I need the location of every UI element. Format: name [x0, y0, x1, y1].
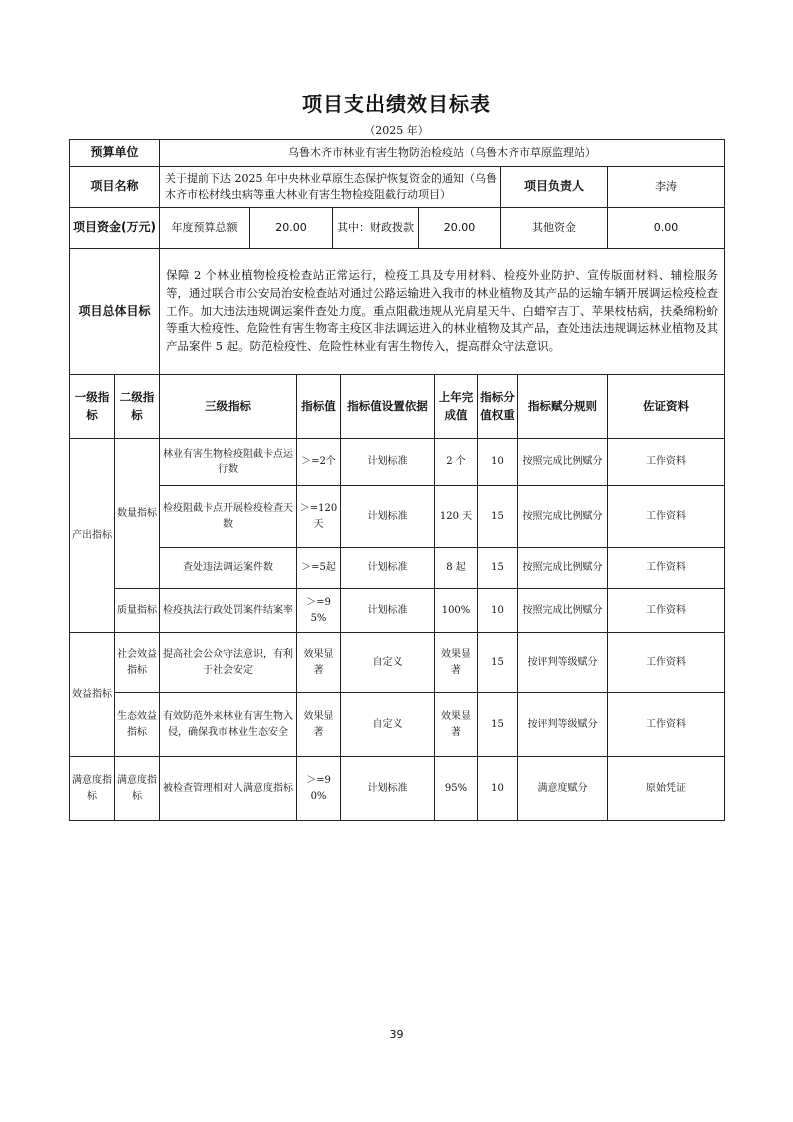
goal-label: 项目总体目标 [70, 249, 160, 375]
cell-evidence: 工作资料 [608, 486, 725, 548]
cell-weight: 15 [478, 693, 518, 757]
cell-evidence: 工作资料 [608, 589, 725, 633]
fiscal-label: 其中：财政拨款 [333, 208, 419, 249]
cell-value: ＞=120天 [297, 486, 341, 548]
year-label: （2025 年） [364, 124, 429, 137]
budget-unit-label: 预算单位 [70, 140, 160, 167]
cell-last: 效果显著 [435, 693, 478, 757]
cell-rule: 按照完成比例赋分 [518, 439, 608, 486]
cell-weight: 10 [478, 757, 518, 821]
header-row [70, 375, 725, 439]
other-label: 其他资金 [501, 208, 608, 249]
project-name-label: 项目名称 [70, 167, 160, 208]
header-last: 上年完成值 [435, 375, 478, 439]
cell-basis: 计划标准 [341, 439, 435, 486]
cell-rule: 按照完成比例赋分 [518, 589, 608, 633]
indicator-table [69, 374, 725, 821]
cell-last: 效果显著 [435, 633, 478, 693]
group-social: 社会效益指标 [115, 633, 160, 693]
funds-label: 项目资金(万元) [70, 208, 160, 249]
cell-value: 效果显著 [297, 633, 341, 693]
cell-basis: 计划标准 [341, 486, 435, 548]
table-row [70, 633, 725, 693]
group-satisfaction-l2: 满意度指标 [115, 757, 160, 821]
table-row [70, 589, 725, 633]
cell-evidence: 工作资料 [608, 439, 725, 486]
cell-rule: 按照完成比例赋分 [518, 548, 608, 589]
cell-last: 2 个 [435, 439, 478, 486]
cell-rule: 按评判等级赋分 [518, 633, 608, 693]
group-output: 产出指标 [70, 439, 115, 633]
cell-l3: 有效防范外来林业有害生物入侵，确保我市林业生态安全 [160, 693, 297, 757]
goal-text: 保障 2 个林业植物检疫检查站正常运行，检疫工具及专用材料、检疫外业防护、宣传版面材料、辅检服务等，通过联合市公安局治安检查站对通过公路运输进入我市的林业植物及其产品的运输车辆开展调运检疫检查工作。加大违法违规调运案件查处力度。重点阻截违规从光肩星天牛、白蜡窄吉丁、苹果枝枯病，扶桑绵粉蚧等重大检疫性、危险性有害生物寄主疫区非法调运进入的林业植物及其产品，查处违法违规调运林业植物及其产品案件 5 起。防范检疫性、危险性林业有害生物传入，提高群众守法意识。 [160, 249, 725, 375]
page-number: 39 [389, 1028, 404, 1041]
project-name-value: 关于提前下达 2025 年中央林业草原生态保护恢复资金的通知（乌鲁木齐市松材线虫病等重大林业有害生物检疫阻截行动项目） [160, 167, 501, 208]
header-l3: 三级指标 [160, 375, 297, 439]
table-row [70, 486, 725, 548]
table-row [70, 757, 725, 821]
group-quality: 质量指标 [115, 589, 160, 633]
cell-evidence: 工作资料 [608, 693, 725, 757]
project-info-table [69, 139, 725, 375]
table-row [70, 439, 725, 486]
group-effect: 效益指标 [70, 633, 115, 757]
group-eco: 生态效益指标 [115, 693, 160, 757]
table-row [70, 548, 725, 589]
cell-basis: 计划标准 [341, 548, 435, 589]
other-value: 0.00 [608, 208, 725, 249]
cell-rule: 满意度赋分 [518, 757, 608, 821]
header-l1: 一级指标 [70, 375, 115, 439]
header-rule: 指标赋分规则 [518, 375, 608, 439]
cell-rule: 按照完成比例赋分 [518, 486, 608, 548]
cell-last: 8 起 [435, 548, 478, 589]
cell-weight: 15 [478, 633, 518, 693]
cell-value: 效果显著 [297, 693, 341, 757]
group-quantity: 数量指标 [115, 439, 160, 589]
cell-weight: 10 [478, 439, 518, 486]
cell-basis: 计划标准 [341, 757, 435, 821]
group-satisfaction: 满意度指标 [70, 757, 115, 821]
cell-evidence: 原始凭证 [608, 757, 725, 821]
header-l2: 二级指标 [115, 375, 160, 439]
header-basis: 指标值设置依据 [341, 375, 435, 439]
cell-l3: 检疫阻截卡点开展检疫检查天数 [160, 486, 297, 548]
cell-l3: 被检查管理相对人满意度指标 [160, 757, 297, 821]
cell-weight: 10 [478, 589, 518, 633]
cell-rule: 按评判等级赋分 [518, 693, 608, 757]
cell-weight: 15 [478, 548, 518, 589]
table-row [70, 693, 725, 757]
fiscal-value: 20.00 [419, 208, 501, 249]
cell-last: 120 天 [435, 486, 478, 548]
cell-value: ＞=95% [297, 589, 341, 633]
cell-evidence: 工作资料 [608, 633, 725, 693]
page-title: 项目支出绩效目标表 [302, 92, 491, 116]
annual-total-value: 20.00 [250, 208, 333, 249]
cell-last: 95% [435, 757, 478, 821]
cell-l3: 检疫执法行政处罚案件结案率 [160, 589, 297, 633]
cell-value: ＞=2个 [297, 439, 341, 486]
cell-basis: 自定义 [341, 633, 435, 693]
cell-l3: 提高社会公众守法意识，有利于社会安定 [160, 633, 297, 693]
header-evidence: 佐证资料 [608, 375, 725, 439]
header-weight: 指标分值权重 [478, 375, 518, 439]
cell-last: 100% [435, 589, 478, 633]
leader-value: 李涛 [608, 167, 725, 208]
cell-basis: 计划标准 [341, 589, 435, 633]
cell-basis: 自定义 [341, 693, 435, 757]
budget-unit-value: 乌鲁木齐市林业有害生物防治检疫站（乌鲁木齐市草原监理站） [160, 140, 725, 167]
cell-value: ＞=90% [297, 757, 341, 821]
annual-total-label: 年度预算总额 [160, 208, 250, 249]
header-value: 指标值 [297, 375, 341, 439]
cell-evidence: 工作资料 [608, 548, 725, 589]
cell-l3: 林业有害生物检疫阻截卡点运行数 [160, 439, 297, 486]
cell-weight: 15 [478, 486, 518, 548]
cell-value: ＞=5起 [297, 548, 341, 589]
cell-l3: 查处违法调运案件数 [160, 548, 297, 589]
leader-label: 项目负责人 [501, 167, 608, 208]
